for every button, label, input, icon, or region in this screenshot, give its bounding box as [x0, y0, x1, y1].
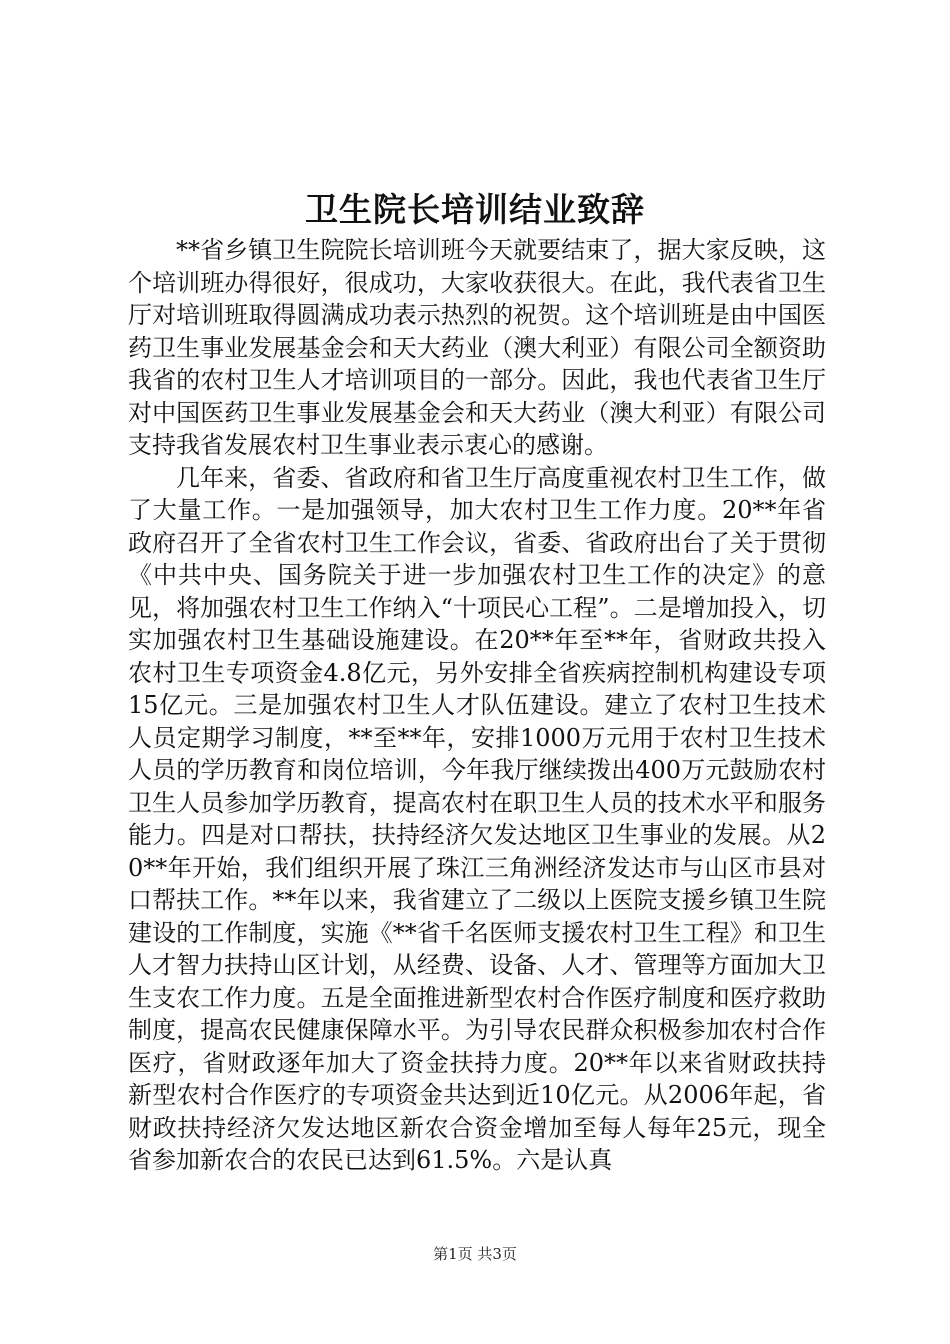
- document-body: [128, 234, 826, 1177]
- paragraph: 几年来，省委、省政府和省卫生厅高度重视农村卫生工作，做了大量工作。一是加强领导，加大农村卫生工作力度。20**年省政府召开了全省农村卫生工作会议，省委、省政府出台了关于贯彻《中共中央、国务院关于进一步加强农村卫生工作的决定》的意见，将加强农村卫生工作纳入“十项民心工程”。二是增加投入，切实加强农村卫生基础设施建设。在20**年至**年，省财政共投入农村卫生专项资金4.8亿元，另外安排全省疾病控制机构建设专项15亿元。三是加强农村卫生人才队伍建设。建立了农村卫生技术人员定期学习制度，**至**年，安排1000万元用于农村卫生技术人员的学历教育和岗位培训，今年我厅继续拨出400万元鼓励农村卫生人员参加学历教育，提高农村在职卫生人员的技术水平和服务能力。四是对口帮扶，扶持经济欠发达地区卫生事业的发展。从20**年开始，我们组织开展了珠江三角洲经济发达市与山区市县对口帮扶工作。**年以来，我省建立了二级以上医院支援乡镇卫生院建设的工作制度，实施《**省千名医师支援农村卫生工程》和卫生人才智力扶持山区计划，从经费、设备、人才、管理等方面加大卫生支农工作力度。五是全面推进新型农村合作医疗制度和医疗救助制度，提高农民健康保障水平。为引导农民群众积极参加农村合作医疗，省财政逐年加大了资金扶持力度。20**年以来省财政扶持新型农村合作医疗的专项资金共达到近10亿元。从2006年起，省财政扶持经济欠发达地区新农合资金增加至每人每年25元，现全省参加新农合的农民已达到61.5%。六是认真: [128, 463, 826, 1174]
- paragraph: **省乡镇卫生院院长培训班今天就要结束了，据大家反映，这个培训班办得很好，很成功，大家收获很大。在此，我代表省卫生厅对培训班取得圆满成功表示热烈的祝贺。这个培训班是由中国医药卫生事业发展基金会和天大药业（澳大利亚）有限公司全额资助我省的农村卫生人才培训项目的一部分。因此，我也代表省卫生厅对中国医药卫生事业发展基金会和天大药业（澳大利亚）有限公司支持我省发展农村卫生事业表示衷心的感谢。: [128, 236, 826, 459]
- page-footer: 第1页 共3页: [433, 1245, 517, 1263]
- document-title: 卫生院长培训结业致辞: [305, 190, 645, 229]
